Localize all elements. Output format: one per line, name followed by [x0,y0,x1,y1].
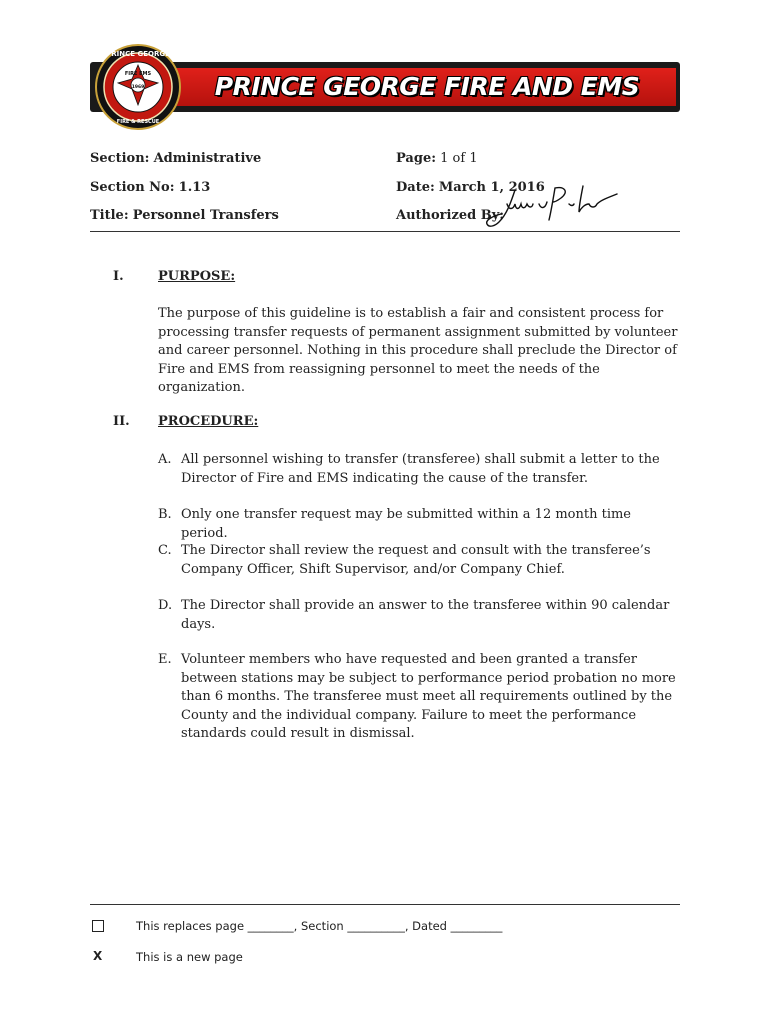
purpose-paragraph [158,305,678,398]
page-label: Page: [396,151,437,166]
header-banner [90,50,680,125]
seal-center-text: FIRE EMS [124,71,152,77]
section-no-field [90,180,210,195]
item-text [181,506,676,543]
new-page-mark: X [93,949,103,963]
item-line: days. [181,616,216,632]
item-text [181,651,676,744]
signature-icon [485,182,620,242]
purpose-line: processing transfer requests of permanent assignment submitted by volunteer [158,324,678,340]
item-line: Director of Fire and EMS indicating the cause of the transfer. [181,470,588,486]
item-letter: A. [158,452,172,467]
authorized-label: Authorized By: [396,208,505,223]
purpose-line: The purpose of this guideline is to establish a fair and consistent process for [158,306,664,321]
item-letter: C. [158,543,172,558]
title-label: Title: [90,208,129,223]
item-letter: E. [158,652,172,667]
item-line: than 6 months. The transferee must meet all requirements outlined by the [181,689,673,704]
section-title-procedure: PROCEDURE: [158,414,259,429]
section-number-procedure: II. [113,414,130,429]
seal-bottom-text: FIRE & RESCUE [116,119,160,125]
purpose-line: and career personnel. Nothing in this procedure shall preclude the Director of [158,343,677,358]
section-number-purpose: I. [113,269,124,284]
department-seal-icon [94,43,182,131]
item-line: The Director shall provide an answer to the transferee within 90 calendar [181,598,670,613]
section-title-purpose: PURPOSE: [158,269,236,284]
title-field [90,208,279,223]
item-line: Only one transfer request may be submitted within a 12 month time period. [181,507,632,541]
item-line: All personnel wishing to transfer (transferee) shall submit a letter to the [181,452,660,467]
new-page-text: This is a new page [136,950,243,964]
replaces-page-text: This replaces page ________, Section __________, Dated _________ [136,919,503,933]
section-no-label: Section No: [90,180,175,195]
header-divider [90,231,680,232]
item-letter: B. [158,507,172,522]
banner-title: PRINCE GEORGE FIRE AND EMS [214,72,640,101]
item-line: standards could result in dismissal. [181,726,415,741]
date-value: March 1, 2016 [438,180,545,195]
item-line: Volunteer members who have requested and been granted a transfer [181,652,638,667]
purpose-line: Fire and EMS from reassigning personnel to meet the needs of the organization. [158,361,600,395]
page-value: 1 of 1 [440,151,478,166]
date-label: Date: [396,180,435,195]
item-text [181,542,676,579]
section-value: Administrative [153,151,262,166]
item-text [181,597,676,634]
section-field [90,151,261,166]
item-line: The Director shall review the request and consult with the transferee’s [181,543,651,558]
footer-divider [90,904,680,905]
section-no-value: 1.13 [178,180,211,195]
item-line: Company Officer, Shift Supervisor, and/or Company Chief. [181,561,565,577]
seal-year: 1969 [131,85,145,90]
section-label: Section: [90,151,150,166]
title-value: Personnel Transfers [132,208,279,223]
item-line: between stations may be subject to performance period probation no more [181,670,676,686]
seal-ring-text: PRINCE GEORGE [106,50,170,58]
item-text [181,451,676,488]
page-field [396,151,478,166]
item-line: County and the individual company. Failure to meet the performance [181,707,637,723]
item-letter: D. [158,598,173,613]
replaces-page-checkbox[interactable] [92,920,104,932]
